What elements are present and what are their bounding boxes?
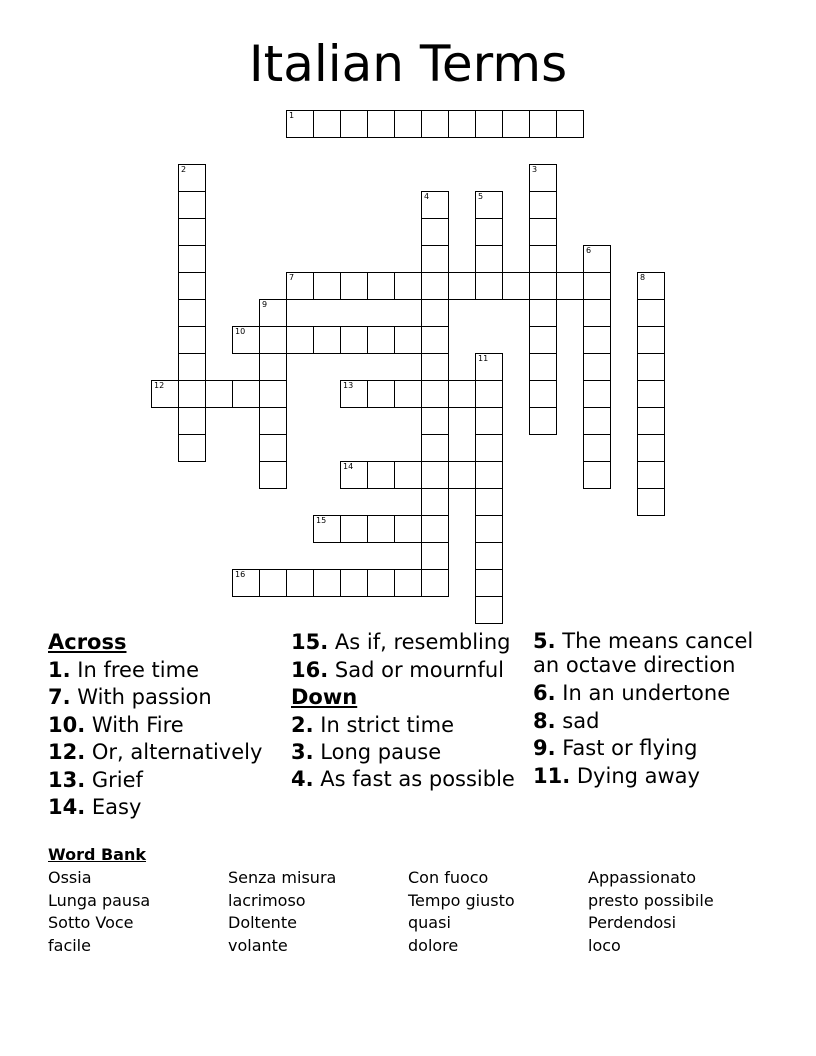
grid-cell[interactable]: [583, 434, 611, 462]
grid-cell[interactable]: [529, 110, 557, 138]
clue-down-4: 4. As fast as possible: [291, 766, 515, 791]
word-bank-item: dolore: [408, 935, 459, 955]
grid-cell[interactable]: [421, 272, 449, 300]
word-bank-item: loco: [588, 935, 621, 955]
grid-cell[interactable]: [502, 110, 530, 138]
grid-cell[interactable]: [421, 407, 449, 435]
word-bank-column-2: [228, 867, 336, 957]
grid-cell[interactable]: [178, 245, 206, 273]
clue-down-11: 11. Dying away: [533, 763, 700, 788]
grid-cell[interactable]: [259, 569, 287, 597]
grid-cell[interactable]: [313, 110, 341, 138]
clue-number: 12: [154, 381, 165, 390]
grid-cell[interactable]: [286, 110, 314, 138]
word-bank-item: Ossia: [48, 868, 92, 887]
clue-across-14: 14. Easy: [48, 795, 142, 819]
clue-number: 10: [235, 327, 246, 336]
grid-cell[interactable]: [421, 542, 449, 570]
clues-column-3: [533, 629, 773, 790]
grid-cell[interactable]: [421, 110, 449, 138]
grid-cell[interactable]: [340, 515, 368, 543]
clue-number: 2: [181, 165, 187, 174]
grid-cell[interactable]: [313, 515, 341, 543]
grid-cell[interactable]: [421, 461, 449, 489]
grid-cell[interactable]: [475, 515, 503, 543]
grid-cell[interactable]: [475, 272, 503, 300]
word-bank-item: Tempo giusto: [408, 890, 515, 910]
word-bank-item: volante: [228, 935, 288, 955]
grid-cell[interactable]: [529, 164, 557, 192]
grid-cell[interactable]: [313, 569, 341, 597]
grid-cell[interactable]: [475, 218, 503, 246]
clue-number: 1: [289, 111, 295, 120]
grid-cell[interactable]: [475, 353, 503, 381]
grid-cell[interactable]: [259, 326, 287, 354]
grid-cell[interactable]: [637, 272, 665, 300]
grid-cell[interactable]: [394, 326, 422, 354]
grid-cell[interactable]: [367, 272, 395, 300]
word-bank-column-1: [48, 867, 150, 957]
word-bank-item: Lunga pausa: [48, 890, 151, 910]
clue-number: 9: [262, 300, 268, 309]
grid-cell[interactable]: [367, 380, 395, 408]
clue-number: 14: [343, 462, 354, 471]
grid-cell[interactable]: [475, 461, 503, 489]
grid-cell[interactable]: [583, 461, 611, 489]
grid-cell[interactable]: [421, 218, 449, 246]
grid-cell[interactable]: [340, 380, 368, 408]
clues-column-2: [291, 629, 526, 794]
grid-cell[interactable]: [421, 380, 449, 408]
grid-cell[interactable]: [340, 569, 368, 597]
clue-number: 4: [424, 192, 430, 201]
word-bank-column-3: [408, 867, 515, 957]
grid-cell[interactable]: [529, 407, 557, 435]
word-bank-item: Senza misura: [228, 868, 337, 887]
word-bank-item: facile: [48, 935, 91, 955]
grid-cell[interactable]: [286, 569, 314, 597]
page-title: Italian Terms: [248, 35, 568, 93]
grid-cell[interactable]: [475, 245, 503, 273]
clue-number: 6: [586, 246, 592, 255]
clue-across-16: 16. Sad or mournful: [291, 657, 504, 682]
grid-cell[interactable]: [421, 191, 449, 219]
clue-number: 13: [343, 381, 354, 390]
grid-cell[interactable]: [529, 380, 557, 408]
grid-cell[interactable]: [178, 326, 206, 354]
grid-cell[interactable]: [421, 515, 449, 543]
grid-cell[interactable]: [421, 488, 449, 516]
grid-cell[interactable]: [151, 380, 179, 408]
grid-cell[interactable]: [475, 434, 503, 462]
clue-down-8: 8. sad: [533, 708, 600, 733]
clue-across-13: 13. Grief: [48, 767, 143, 792]
grid-cell[interactable]: [583, 299, 611, 327]
grid-cell[interactable]: [394, 110, 422, 138]
grid-cell[interactable]: [232, 380, 260, 408]
clue-across-7: 7. With passion: [48, 685, 212, 709]
grid-cell[interactable]: [637, 299, 665, 327]
grid-cell[interactable]: [178, 407, 206, 435]
grid-cell[interactable]: [340, 461, 368, 489]
grid-cell[interactable]: [394, 569, 422, 597]
clue-number: 11: [478, 354, 489, 363]
grid-cell[interactable]: [448, 110, 476, 138]
grid-cell[interactable]: [232, 569, 260, 597]
clue-number: 3: [532, 165, 538, 174]
grid-cell[interactable]: [583, 272, 611, 300]
grid-cell[interactable]: [448, 272, 476, 300]
grid-cell[interactable]: [637, 407, 665, 435]
grid-cell[interactable]: [205, 380, 233, 408]
grid-cell[interactable]: [367, 461, 395, 489]
grid-cell[interactable]: [259, 407, 287, 435]
grid-cell[interactable]: [421, 326, 449, 354]
word-bank-item: presto possibile: [588, 890, 714, 910]
word-bank-item: lacrimoso: [228, 890, 306, 910]
word-bank-item: Con fuoco: [408, 868, 489, 887]
grid-cell[interactable]: [421, 353, 449, 381]
grid-cell[interactable]: [367, 515, 395, 543]
grid-cell[interactable]: [637, 488, 665, 516]
grid-cell[interactable]: [286, 272, 314, 300]
grid-cell[interactable]: [475, 569, 503, 597]
grid-cell[interactable]: [529, 191, 557, 219]
grid-cell[interactable]: [259, 380, 287, 408]
grid-cell[interactable]: [529, 299, 557, 327]
word-bank-item: Sotto Voce: [48, 913, 134, 933]
grid-cell[interactable]: [556, 272, 584, 300]
clue-down-6: 6. In an undertone: [533, 681, 731, 705]
clue-down-3: 3. Long pause: [291, 740, 442, 764]
grid-cell[interactable]: [178, 164, 206, 192]
grid-cell[interactable]: [421, 569, 449, 597]
grid-cell[interactable]: [340, 326, 368, 354]
grid-cell[interactable]: [313, 272, 341, 300]
clue-number: 8: [640, 273, 646, 282]
down-heading: Down: [291, 685, 358, 709]
word-bank-item: Appassionato: [588, 868, 696, 887]
grid-cell[interactable]: [529, 353, 557, 381]
grid-cell[interactable]: [583, 380, 611, 408]
grid-cell[interactable]: [637, 353, 665, 381]
clue-down-2: 2. In strict time: [291, 712, 455, 737]
grid-cell[interactable]: [475, 380, 503, 408]
grid-cell[interactable]: [367, 326, 395, 354]
grid-cell[interactable]: [556, 110, 584, 138]
grid-cell[interactable]: [178, 353, 206, 381]
grid-cell[interactable]: [421, 299, 449, 327]
grid-cell[interactable]: [529, 218, 557, 246]
grid-cell[interactable]: [583, 407, 611, 435]
grid-cell[interactable]: [259, 434, 287, 462]
grid-cell[interactable]: [421, 434, 449, 462]
grid-cell[interactable]: [232, 326, 260, 354]
clues-column-1: [48, 629, 286, 822]
grid-cell[interactable]: [583, 326, 611, 354]
grid-cell[interactable]: [421, 245, 449, 273]
clue-across-15: 15. As if, resembling: [291, 630, 511, 654]
clue-down-5: 5. The means cancel an octave direction: [533, 629, 754, 677]
grid-cell[interactable]: [529, 326, 557, 354]
grid-cell[interactable]: [313, 326, 341, 354]
clue-across-1: 1. In free time: [48, 657, 199, 682]
clue-across-10: 10. With Fire: [48, 712, 184, 737]
grid-cell[interactable]: [286, 326, 314, 354]
grid-cell[interactable]: [178, 380, 206, 408]
grid-cell[interactable]: [583, 353, 611, 381]
word-bank-item: quasi: [408, 913, 451, 933]
clue-down-9: 9. Fast or flying: [533, 736, 698, 760]
grid-cell[interactable]: [475, 407, 503, 435]
word-bank-title: Word Bank: [48, 845, 147, 864]
grid-cell[interactable]: [178, 218, 206, 246]
word-bank-column-4: [588, 867, 714, 957]
grid-cell[interactable]: [178, 434, 206, 462]
grid-cell[interactable]: [583, 245, 611, 273]
grid-cell[interactable]: [475, 542, 503, 570]
clue-number: 15: [316, 516, 327, 525]
grid-cell[interactable]: [637, 461, 665, 489]
grid-cell[interactable]: [394, 380, 422, 408]
clue-number: 5: [478, 192, 484, 201]
word-bank-item: Perdendosi: [588, 913, 677, 933]
grid-cell[interactable]: [394, 272, 422, 300]
grid-cell[interactable]: [637, 434, 665, 462]
grid-cell[interactable]: [178, 272, 206, 300]
clue-number: 16: [235, 570, 246, 579]
grid-cell[interactable]: [394, 461, 422, 489]
clue-number: 7: [289, 273, 295, 282]
grid-cell[interactable]: [259, 299, 287, 327]
grid-cell[interactable]: [475, 110, 503, 138]
grid-cell[interactable]: [367, 569, 395, 597]
grid-cell[interactable]: [448, 461, 476, 489]
grid-cell[interactable]: [367, 110, 395, 138]
grid-cell[interactable]: [475, 596, 503, 624]
grid-cell[interactable]: [259, 461, 287, 489]
grid-cell[interactable]: [502, 272, 530, 300]
clue-across-12: 12. Or, alternatively: [48, 740, 263, 764]
grid-cell[interactable]: [178, 299, 206, 327]
grid-cell[interactable]: [394, 515, 422, 543]
grid-cell[interactable]: [475, 191, 503, 219]
grid-cell[interactable]: [340, 110, 368, 138]
word-bank-item: Doltente: [228, 913, 297, 933]
grid-cell[interactable]: [529, 272, 557, 300]
grid-cell[interactable]: [475, 488, 503, 516]
across-heading: Across: [48, 630, 127, 654]
grid-cell[interactable]: [259, 353, 287, 381]
grid-cell[interactable]: [340, 272, 368, 300]
grid-cell[interactable]: [448, 380, 476, 408]
grid-cell[interactable]: [637, 380, 665, 408]
grid-cell[interactable]: [529, 245, 557, 273]
grid-cell[interactable]: [637, 326, 665, 354]
grid-cell[interactable]: [178, 191, 206, 219]
